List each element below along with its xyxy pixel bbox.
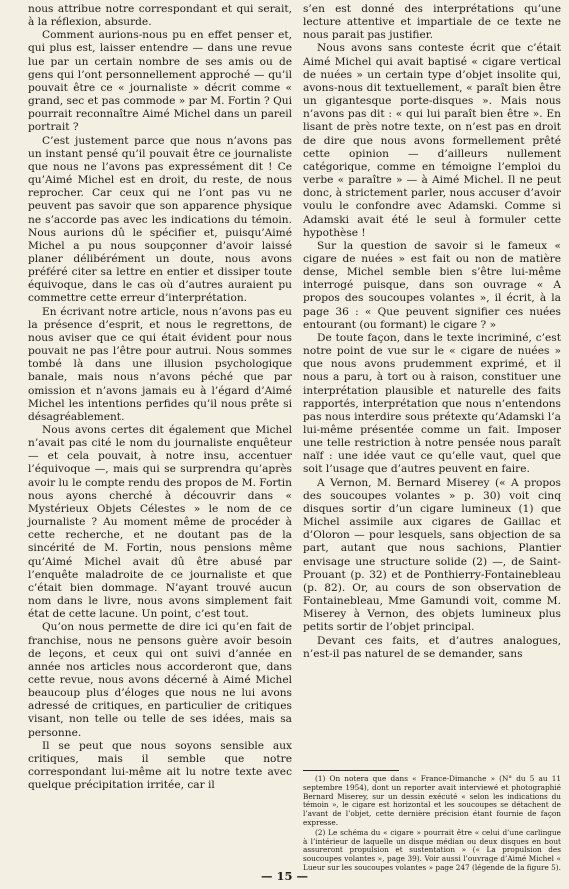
page-number: — 15 — bbox=[260, 869, 308, 883]
footnote: (2) Le schéma du « cigare » pourrait être « celui d’une carlingue à l’intérieur de laquelle un disque médian ou deux disques en bout assureront propulsion et sustentation » (« La propulsion des soucoupes volantes », page 39). Voir aussi l’ouvrage d’Aimé Michel « Lueur sur les soucoupes volantes » page 247 (légende de la figure 5). bbox=[303, 827, 561, 872]
paragraph: Nous avons certes dit également que Michel n’avait pas cité le nom du journaliste enquêteur — et cela pouvait, à notre insu, accentuer l’équivoque —, mais qui se surprendra qu’après avoir lu le compte rendu des propos de M. Fortin nous ayons cherché à découvrir dans « Mystérieux Objets Célestes » le nom de ce journaliste ? Au moment même de procéder à cette recherche, et ne doutant pas de la sincérité de M. Fortin, nous pensions même qu’Aimé Michel avait dû être abusé par l’enquête maladroite de ce journaliste et que c’était bien dommage. N’ayant trouvé aucun nom dans le livre, nous avons simplement fait état de cette lacune. Un point, c’est tout. bbox=[28, 424, 292, 621]
paragraph: Qu’on nous permette de dire ici qu’en fait de franchise, nous ne pensons guère avoir besoin de leçons, et ceux qui ont suivi d’année en année nos articles nous accorderont que, dans cette revue, nous avons décerné à Aimé Michel beaucoup plus d’éloges que nous ne lui avons adressé de critiques, en particulier de critiques visant, non telle ou telle de ses idées, mais sa personne. bbox=[28, 621, 292, 739]
footnote: (1) On notera que dans « France-Dimanche » (N° du 5 au 11 septembre 1954), dont un reporter avait interviewé et photographié Bernard Miserey, sur un dessin exécuté « selon les indications du témoin », le cigare est horizontal et les soucoupes se détachent de l’avant de l’objet, cette dernière précision étant fournie de façon expresse. bbox=[303, 774, 561, 827]
paragraph: Devant ces faits, et d’autres analogues, n’est-il pas naturel de se demander, sans bbox=[303, 634, 561, 660]
paragraph: A Vernon, M. Bernard Miserey (« A propos des soucoupes volantes » p. 30) voit cinq disques sortir d’un cigare lumineux (1) que Michel assimile aux cigares de Gaillac et d’Oloron — pour lesquels, sans objection de sa part, autant que nous sachions, Plantier envisage une structure solide (2) —, de Saint-Prouant (p. 32) et de Ponthierry-Fontainebleau (p. 82). Or, au cours de son observation de Fontainebleau, Mme Gamundi voit, comme M. Miserey à Vernon, des objets lumineux plus petits sortir de l’objet principal. bbox=[303, 476, 561, 634]
paragraph: En écrivant notre article, nous n’avons pas eu la présence d’esprit, et nous le regrettons, de nous aviser que ce qui était évident pour nous pouvait ne pas l’être pour autrui. Nous sommes tombé là dans une illusion psychologique banale, mais nous n’avons péché que par omission et n’avons jamais eu à l’égard d’Aimé Michel les intentions perfides qu’il nous prête si désagréablement. bbox=[28, 305, 292, 423]
paragraph: Il se peut que nous soyons sensible aux critiques, mais il semble que notre correspondant lui-même ait lu notre texte avec quelque précipitation irritée, car il bbox=[28, 739, 292, 792]
footnotes bbox=[303, 770, 561, 874]
paragraph: Comment aurions-nous pu en effet penser et, qui plus est, laisser entendre — dans une revue lue par un certain nombre de ses amis ou de gens qui l’ont personnellement approché — qu’il pouvait être ce « journaliste » décrit comme « grand, sec et pas commode » par M. Fortin ? Qui pourrait reconnaître Aimé Michel dans un pareil portrait ? bbox=[28, 29, 292, 134]
footnote-divider bbox=[303, 770, 399, 771]
paragraph: De toute façon, dans le texte incriminé, c’est notre point de vue sur le « cigare de nuées » que nous avons prudemment exprimé, et il nous a paru, à tort ou à raison, constituer une interprétation plausible et naturelle des faits rapportés, interprétation que nous n’entendons pas nous interdire sous prétexte qu’Adamski l’a lui-même présentée comme un fait. Imposer une telle restriction à notre pensée nous paraît naïf : une idée vaut ce qu’elle vaut, quel que soit l’usage que d’autres peuvent en faire. bbox=[303, 331, 561, 476]
paragraph: Sur la question de savoir si le fameux « cigare de nuées » est fait ou non de matière dense, Michel semble bien s’être lui-même interrogé puisque, dans son ouvrage « A propos des soucoupes volantes », il écrit, à la page 36 : « Que peuvent signifier ces nuées entourant (ou formant) le cigare ? » bbox=[303, 239, 561, 331]
left-column bbox=[28, 3, 292, 792]
paragraph: C’est justement parce que nous n’avons pas un instant pensé qu’il pouvait être ce journaliste que nous ne l’avons pas expressément dit ! Ce qu’Aimé Michel est en droit, du reste, de nous reprocher. Car ceux qui ne l’ont pas vu ne peuvent pas savoir que son apparence physique ne s’accorde pas avec les indications du témoin. Nous aurions dû le spécifier et, puisqu’Aimé Michel a pu nous soupçonner d’avoir laissé planer délibérément un doute, nous avons préféré citer sa lettre en entier et dissiper toute équivoque, dans le cas où d’autres auraient pu commettre cette erreur d’interprétation. bbox=[28, 134, 292, 305]
paragraph: s’en est donné des interprétations qu’une lecture attentive et impartiale de ce texte ne nous parait pas justifier. bbox=[303, 3, 561, 42]
paragraph: Nous avons sans conteste écrit que c’était Aimé Michel qui avait baptisé « cigare vertical de nuées » un certain type d’objet insolite qui, avons-nous dit textuellement, « paraît bien être un gigantesque porte-disques ». Mais nous n’avons pas dit : « qui lui paraît bien être ». En lisant de près notre texte, on n’est pas en droit de dire que nous avons formellement prêté cette opinion — d’ailleurs nullement catégorique, comme en témoigne l’emploi du verbe « paraître » — à Aimé Michel. Il ne peut donc, à strictement parler, nous accuser d’avoir voulu le confondre avec Adamski. Comme si Adamski avait été le seul à formuler cette hypothèse ! bbox=[303, 42, 561, 239]
right-column bbox=[303, 3, 561, 661]
paragraph: nous attribue notre correspondant et qui serait, à la réflexion, absurde. bbox=[28, 3, 292, 29]
